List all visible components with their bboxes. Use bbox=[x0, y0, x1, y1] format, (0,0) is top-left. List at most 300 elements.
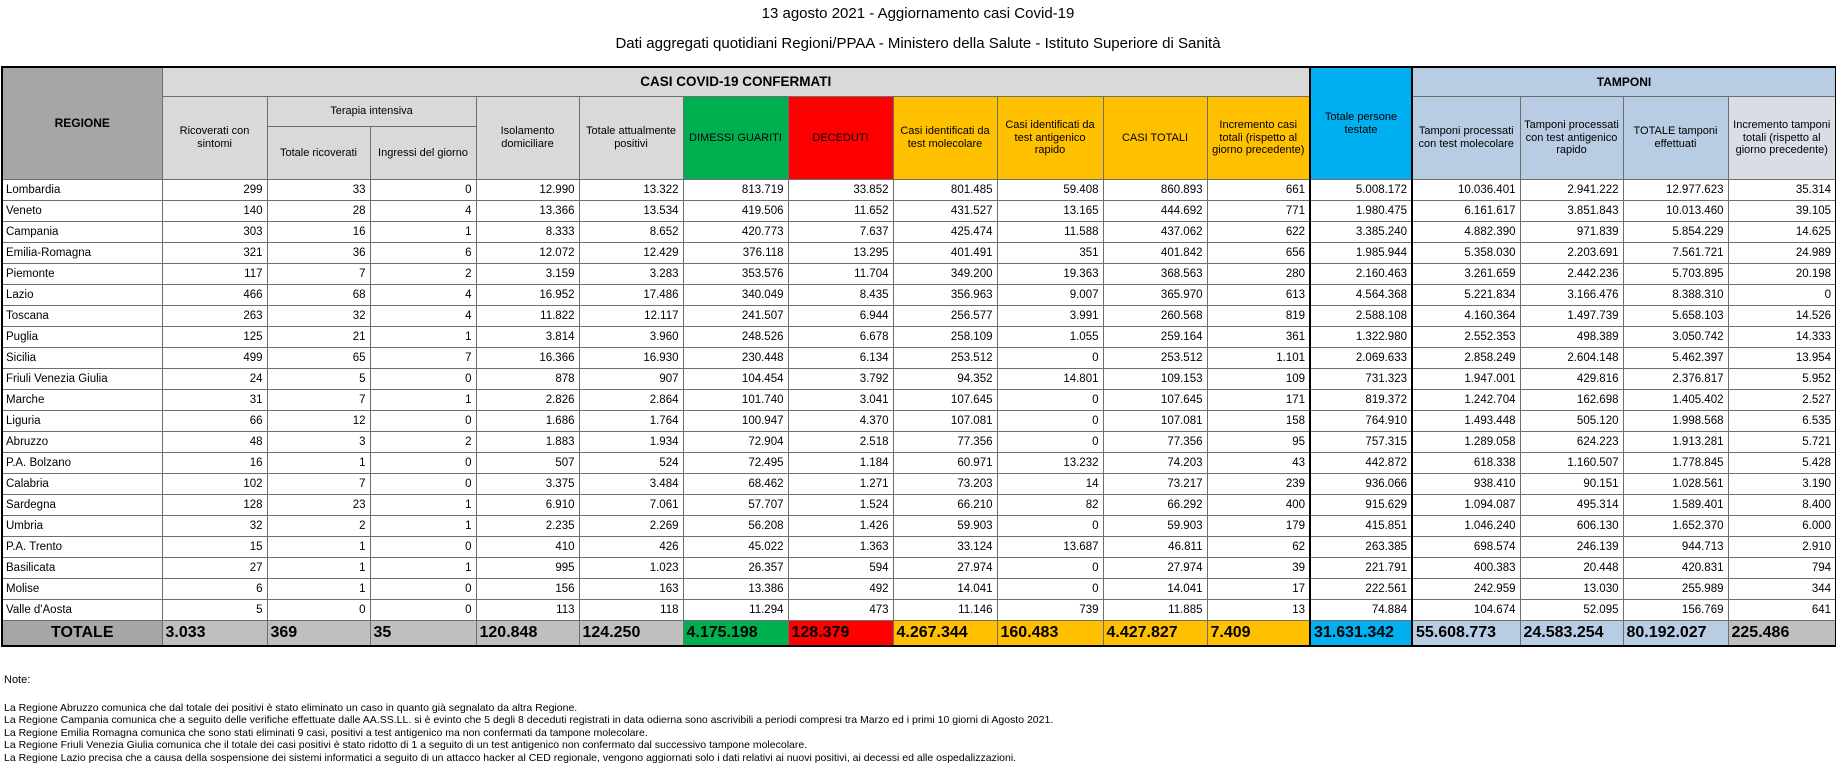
attualmente-positivi-cell: 163 bbox=[579, 579, 683, 600]
tamponi-totale-cell: 5.854.229 bbox=[1623, 222, 1728, 243]
incremento-casi-cell: 62 bbox=[1207, 537, 1310, 558]
casi-test-molecolare-cell: 60.971 bbox=[893, 453, 997, 474]
incremento-casi-cell: 819 bbox=[1207, 306, 1310, 327]
notes-heading: Note: bbox=[4, 674, 31, 686]
table-row bbox=[2, 600, 1836, 621]
incremento-tamponi-cell: 5.721 bbox=[1728, 432, 1836, 453]
isolamento-cell: 878 bbox=[476, 369, 579, 390]
tamponi-antigenico-cell: 3.166.476 bbox=[1520, 285, 1623, 306]
ricoverati-sintomi-cell: 16 bbox=[162, 453, 267, 474]
incremento-casi-cell: 158 bbox=[1207, 411, 1310, 432]
incremento-casi-cell: 95 bbox=[1207, 432, 1310, 453]
tamponi-totale-cell: 8.388.310 bbox=[1623, 285, 1728, 306]
incremento-tamponi-cell: 5.428 bbox=[1728, 453, 1836, 474]
tamponi-molecolare-cell: 104.674 bbox=[1412, 600, 1520, 621]
isolamento-cell: 156 bbox=[476, 579, 579, 600]
dimessi-guariti-cell: 419.506 bbox=[683, 201, 788, 222]
incremento-casi-cell: 109 bbox=[1207, 369, 1310, 390]
dimessi-guariti-cell: 340.049 bbox=[683, 285, 788, 306]
total-cell: 4.267.344 bbox=[893, 621, 997, 647]
incremento-tamponi-cell: 794 bbox=[1728, 558, 1836, 579]
terapia-totale-cell: 7 bbox=[267, 390, 370, 411]
dimessi-guariti-cell: 45.022 bbox=[683, 537, 788, 558]
casi-test-molecolare-cell: 27.974 bbox=[893, 558, 997, 579]
col-header-terapia-intensiva: Terapia intensiva bbox=[267, 97, 476, 127]
casi-test-molecolare-cell: 66.210 bbox=[893, 495, 997, 516]
attualmente-positivi-cell: 7.061 bbox=[579, 495, 683, 516]
incremento-tamponi-cell: 8.400 bbox=[1728, 495, 1836, 516]
col-header-casi-test-antigenico: Casi identificati da test antigenico rapido bbox=[997, 97, 1103, 180]
terapia-ingressi-cell: 0 bbox=[370, 579, 476, 600]
total-cell: 31.631.342 bbox=[1310, 621, 1412, 647]
deceduti-cell: 13.295 bbox=[788, 243, 893, 264]
total-cell: 24.583.254 bbox=[1520, 621, 1623, 647]
incremento-casi-cell: 171 bbox=[1207, 390, 1310, 411]
terapia-ingressi-cell: 1 bbox=[370, 390, 476, 411]
dimessi-guariti-cell: 353.576 bbox=[683, 264, 788, 285]
isolamento-cell: 6.910 bbox=[476, 495, 579, 516]
tamponi-totale-cell: 156.769 bbox=[1623, 600, 1728, 621]
table-row bbox=[2, 201, 1836, 222]
table-row bbox=[2, 369, 1836, 390]
terapia-totale-cell: 2 bbox=[267, 516, 370, 537]
terapia-ingressi-cell: 0 bbox=[370, 453, 476, 474]
deceduti-cell: 2.518 bbox=[788, 432, 893, 453]
deceduti-cell: 11.652 bbox=[788, 201, 893, 222]
table-row bbox=[2, 306, 1836, 327]
isolamento-cell: 13.366 bbox=[476, 201, 579, 222]
attualmente-positivi-cell: 524 bbox=[579, 453, 683, 474]
attualmente-positivi-cell: 2.864 bbox=[579, 390, 683, 411]
attualmente-positivi-cell: 1.764 bbox=[579, 411, 683, 432]
isolamento-cell: 2.826 bbox=[476, 390, 579, 411]
terapia-totale-cell: 28 bbox=[267, 201, 370, 222]
incremento-casi-cell: 43 bbox=[1207, 453, 1310, 474]
region-name-cell: Piemonte bbox=[2, 264, 162, 285]
dimessi-guariti-cell: 813.719 bbox=[683, 180, 788, 201]
total-cell: 225.486 bbox=[1728, 621, 1836, 647]
casi-test-antigenico-cell: 13.687 bbox=[997, 537, 1103, 558]
casi-totali-cell: 107.645 bbox=[1103, 390, 1207, 411]
casi-test-molecolare-cell: 11.146 bbox=[893, 600, 997, 621]
tamponi-molecolare-cell: 698.574 bbox=[1412, 537, 1520, 558]
tamponi-molecolare-cell: 1.289.058 bbox=[1412, 432, 1520, 453]
incremento-casi-cell: 661 bbox=[1207, 180, 1310, 201]
deceduti-cell: 492 bbox=[788, 579, 893, 600]
tamponi-molecolare-cell: 1.094.087 bbox=[1412, 495, 1520, 516]
col-header-incremento-tamponi: Incremento tamponi totali (rispetto al giorno precedente) bbox=[1728, 97, 1836, 180]
tamponi-molecolare-cell: 1.947.001 bbox=[1412, 369, 1520, 390]
casi-test-antigenico-cell: 739 bbox=[997, 600, 1103, 621]
region-name-cell: Lombardia bbox=[2, 180, 162, 201]
casi-test-antigenico-cell: 13.232 bbox=[997, 453, 1103, 474]
tamponi-molecolare-cell: 4.160.364 bbox=[1412, 306, 1520, 327]
casi-totali-cell: 66.292 bbox=[1103, 495, 1207, 516]
attualmente-positivi-cell: 1.023 bbox=[579, 558, 683, 579]
attualmente-positivi-cell: 16.930 bbox=[579, 348, 683, 369]
casi-test-antigenico-cell: 13.165 bbox=[997, 201, 1103, 222]
incremento-tamponi-cell: 39.105 bbox=[1728, 201, 1836, 222]
table-row bbox=[2, 495, 1836, 516]
dimessi-guariti-cell: 104.454 bbox=[683, 369, 788, 390]
dimessi-guariti-cell: 420.773 bbox=[683, 222, 788, 243]
casi-totali-cell: 401.842 bbox=[1103, 243, 1207, 264]
casi-totali-cell: 27.974 bbox=[1103, 558, 1207, 579]
attualmente-positivi-cell: 118 bbox=[579, 600, 683, 621]
region-name-cell: Puglia bbox=[2, 327, 162, 348]
col-header-terapia-ingressi: Ingressi del giorno bbox=[370, 127, 476, 180]
attualmente-positivi-cell: 3.484 bbox=[579, 474, 683, 495]
tamponi-totale-cell: 944.713 bbox=[1623, 537, 1728, 558]
total-cell: 128.379 bbox=[788, 621, 893, 647]
persone-testate-cell: 74.884 bbox=[1310, 600, 1412, 621]
ricoverati-sintomi-cell: 15 bbox=[162, 537, 267, 558]
total-cell: 124.250 bbox=[579, 621, 683, 647]
tamponi-antigenico-cell: 505.120 bbox=[1520, 411, 1623, 432]
tamponi-antigenico-cell: 624.223 bbox=[1520, 432, 1623, 453]
dimessi-guariti-cell: 248.526 bbox=[683, 327, 788, 348]
ricoverati-sintomi-cell: 321 bbox=[162, 243, 267, 264]
terapia-ingressi-cell: 7 bbox=[370, 348, 476, 369]
terapia-totale-cell: 1 bbox=[267, 537, 370, 558]
isolamento-cell: 3.814 bbox=[476, 327, 579, 348]
region-name-cell: P.A. Trento bbox=[2, 537, 162, 558]
tamponi-antigenico-cell: 90.151 bbox=[1520, 474, 1623, 495]
deceduti-cell: 3.792 bbox=[788, 369, 893, 390]
tamponi-molecolare-cell: 6.161.617 bbox=[1412, 201, 1520, 222]
tamponi-antigenico-cell: 3.851.843 bbox=[1520, 201, 1623, 222]
region-name-cell: Sicilia bbox=[2, 348, 162, 369]
persone-testate-cell: 1.980.475 bbox=[1310, 201, 1412, 222]
note-line: La Regione Lazio precisa che a causa della sospensione dei sistemi informatici a seguito di un attacco hacker al CED regionale, vengono aggiornati solo i dati relativi ai nuovi positivi, ai decessi ed alle ospedalizzazioni. bbox=[4, 751, 1017, 764]
region-name-cell: Sardegna bbox=[2, 495, 162, 516]
table-row bbox=[2, 264, 1836, 285]
persone-testate-cell: 263.385 bbox=[1310, 537, 1412, 558]
persone-testate-cell: 731.323 bbox=[1310, 369, 1412, 390]
tamponi-totale-cell: 1.778.845 bbox=[1623, 453, 1728, 474]
ricoverati-sintomi-cell: 24 bbox=[162, 369, 267, 390]
casi-test-antigenico-cell: 11.588 bbox=[997, 222, 1103, 243]
tamponi-totale-cell: 12.977.623 bbox=[1623, 180, 1728, 201]
persone-testate-cell: 2.160.463 bbox=[1310, 264, 1412, 285]
terapia-totale-cell: 3 bbox=[267, 432, 370, 453]
incremento-casi-cell: 280 bbox=[1207, 264, 1310, 285]
casi-totali-cell: 444.692 bbox=[1103, 201, 1207, 222]
casi-test-antigenico-cell: 9.007 bbox=[997, 285, 1103, 306]
incremento-tamponi-cell: 3.190 bbox=[1728, 474, 1836, 495]
persone-testate-cell: 1.322.980 bbox=[1310, 327, 1412, 348]
terapia-totale-cell: 16 bbox=[267, 222, 370, 243]
casi-totali-cell: 109.153 bbox=[1103, 369, 1207, 390]
deceduti-cell: 4.370 bbox=[788, 411, 893, 432]
note-line: La Regione Campania comunica che a seguito delle verifiche effettuate dalle AA.SS.LL. si è evinto che 5 degli 8 deceduti registrati in data odierna sono ascrivibili a periodi compresi tra Marzo ed i primi 10 giorni di Agosto 2021. bbox=[4, 714, 1054, 726]
deceduti-cell: 1.426 bbox=[788, 516, 893, 537]
incremento-tamponi-cell: 13.954 bbox=[1728, 348, 1836, 369]
attualmente-positivi-cell: 12.117 bbox=[579, 306, 683, 327]
dimessi-guariti-cell: 72.495 bbox=[683, 453, 788, 474]
incremento-tamponi-cell: 2.527 bbox=[1728, 390, 1836, 411]
total-cell: 35 bbox=[370, 621, 476, 647]
col-header-regione: REGIONE bbox=[2, 67, 162, 180]
col-header-casi-totali: CASI TOTALI bbox=[1103, 97, 1207, 180]
dimessi-guariti-cell: 13.386 bbox=[683, 579, 788, 600]
ricoverati-sintomi-cell: 5 bbox=[162, 600, 267, 621]
persone-testate-cell: 936.066 bbox=[1310, 474, 1412, 495]
ricoverati-sintomi-cell: 140 bbox=[162, 201, 267, 222]
tamponi-molecolare-cell: 5.358.030 bbox=[1412, 243, 1520, 264]
attualmente-positivi-cell: 17.486 bbox=[579, 285, 683, 306]
casi-test-molecolare-cell: 801.485 bbox=[893, 180, 997, 201]
persone-testate-cell: 2.588.108 bbox=[1310, 306, 1412, 327]
casi-test-molecolare-cell: 33.124 bbox=[893, 537, 997, 558]
ricoverati-sintomi-cell: 48 bbox=[162, 432, 267, 453]
ricoverati-sintomi-cell: 102 bbox=[162, 474, 267, 495]
casi-test-molecolare-cell: 401.491 bbox=[893, 243, 997, 264]
ricoverati-sintomi-cell: 303 bbox=[162, 222, 267, 243]
isolamento-cell: 3.375 bbox=[476, 474, 579, 495]
col-header-casi-test-molecolare: Casi identificati da test molecolare bbox=[893, 97, 997, 180]
tamponi-molecolare-cell: 1.242.704 bbox=[1412, 390, 1520, 411]
incremento-tamponi-cell: 5.952 bbox=[1728, 369, 1836, 390]
table-row bbox=[2, 411, 1836, 432]
deceduti-cell: 1.271 bbox=[788, 474, 893, 495]
region-name-cell: Liguria bbox=[2, 411, 162, 432]
note-line: La Regione Abruzzo comunica che dal totale dei positivi è stato eliminato un caso in quanto già segnalato da altra Regione. bbox=[4, 701, 578, 714]
terapia-totale-cell: 0 bbox=[267, 600, 370, 621]
table-row bbox=[2, 432, 1836, 453]
incremento-casi-cell: 771 bbox=[1207, 201, 1310, 222]
dimessi-guariti-cell: 241.507 bbox=[683, 306, 788, 327]
casi-totali-cell: 368.563 bbox=[1103, 264, 1207, 285]
terapia-ingressi-cell: 0 bbox=[370, 411, 476, 432]
casi-test-molecolare-cell: 258.109 bbox=[893, 327, 997, 348]
col-header-incremento-casi: Incremento casi totali (rispetto al giorno precedente) bbox=[1207, 97, 1310, 180]
casi-totali-cell: 46.811 bbox=[1103, 537, 1207, 558]
notes-section bbox=[4, 675, 1836, 764]
band-tamponi: TAMPONI bbox=[1412, 67, 1836, 97]
casi-totali-cell: 260.568 bbox=[1103, 306, 1207, 327]
ricoverati-sintomi-cell: 499 bbox=[162, 348, 267, 369]
attualmente-positivi-cell: 1.934 bbox=[579, 432, 683, 453]
persone-testate-cell: 819.372 bbox=[1310, 390, 1412, 411]
casi-totali-cell: 253.512 bbox=[1103, 348, 1207, 369]
tamponi-antigenico-cell: 498.389 bbox=[1520, 327, 1623, 348]
table-row bbox=[2, 516, 1836, 537]
casi-test-antigenico-cell: 0 bbox=[997, 558, 1103, 579]
ricoverati-sintomi-cell: 466 bbox=[162, 285, 267, 306]
tamponi-antigenico-cell: 52.095 bbox=[1520, 600, 1623, 621]
col-header-attualmente-positivi: Totale attualmente positivi bbox=[579, 97, 683, 180]
terapia-totale-cell: 68 bbox=[267, 285, 370, 306]
casi-totali-cell: 74.203 bbox=[1103, 453, 1207, 474]
col-header-isolamento: Isolamento domiciliare bbox=[476, 97, 579, 180]
casi-test-antigenico-cell: 0 bbox=[997, 579, 1103, 600]
isolamento-cell: 8.333 bbox=[476, 222, 579, 243]
deceduti-cell: 6.134 bbox=[788, 348, 893, 369]
persone-testate-cell: 4.564.368 bbox=[1310, 285, 1412, 306]
total-cell: 55.608.773 bbox=[1412, 621, 1520, 647]
isolamento-cell: 113 bbox=[476, 600, 579, 621]
casi-test-molecolare-cell: 256.577 bbox=[893, 306, 997, 327]
casi-test-antigenico-cell: 1.055 bbox=[997, 327, 1103, 348]
table-row bbox=[2, 390, 1836, 411]
region-name-cell: Valle d'Aosta bbox=[2, 600, 162, 621]
tamponi-molecolare-cell: 618.338 bbox=[1412, 453, 1520, 474]
casi-test-antigenico-cell: 351 bbox=[997, 243, 1103, 264]
total-cell: 3.033 bbox=[162, 621, 267, 647]
tamponi-antigenico-cell: 495.314 bbox=[1520, 495, 1623, 516]
tamponi-antigenico-cell: 20.448 bbox=[1520, 558, 1623, 579]
table-body bbox=[2, 180, 1836, 621]
dimessi-guariti-cell: 72.904 bbox=[683, 432, 788, 453]
incremento-tamponi-cell: 14.333 bbox=[1728, 327, 1836, 348]
table-row bbox=[2, 222, 1836, 243]
note-line: La Regione Emilia Romagna comunica che sono stati eliminati 9 casi, positivi a test antigenico ma non confermati da tampone molecolare. bbox=[4, 726, 648, 739]
deceduti-cell: 594 bbox=[788, 558, 893, 579]
casi-test-antigenico-cell: 14.801 bbox=[997, 369, 1103, 390]
dimessi-guariti-cell: 101.740 bbox=[683, 390, 788, 411]
casi-test-molecolare-cell: 253.512 bbox=[893, 348, 997, 369]
covid-data-table bbox=[1, 66, 1836, 647]
ricoverati-sintomi-cell: 263 bbox=[162, 306, 267, 327]
casi-test-molecolare-cell: 107.081 bbox=[893, 411, 997, 432]
persone-testate-cell: 221.791 bbox=[1310, 558, 1412, 579]
total-cell: 4.427.827 bbox=[1103, 621, 1207, 647]
incremento-casi-cell: 656 bbox=[1207, 243, 1310, 264]
incremento-casi-cell: 400 bbox=[1207, 495, 1310, 516]
tamponi-molecolare-cell: 4.882.390 bbox=[1412, 222, 1520, 243]
tamponi-totale-cell: 7.561.721 bbox=[1623, 243, 1728, 264]
table-row bbox=[2, 285, 1836, 306]
casi-test-molecolare-cell: 59.903 bbox=[893, 516, 997, 537]
tamponi-totale-cell: 2.376.817 bbox=[1623, 369, 1728, 390]
casi-test-antigenico-cell: 59.408 bbox=[997, 180, 1103, 201]
incremento-tamponi-cell: 20.198 bbox=[1728, 264, 1836, 285]
incremento-casi-cell: 1.101 bbox=[1207, 348, 1310, 369]
incremento-tamponi-cell: 641 bbox=[1728, 600, 1836, 621]
deceduti-cell: 1.363 bbox=[788, 537, 893, 558]
total-cell: 160.483 bbox=[997, 621, 1103, 647]
region-name-cell: Lazio bbox=[2, 285, 162, 306]
incremento-casi-cell: 39 bbox=[1207, 558, 1310, 579]
attualmente-positivi-cell: 12.429 bbox=[579, 243, 683, 264]
casi-test-antigenico-cell: 0 bbox=[997, 432, 1103, 453]
table-row bbox=[2, 453, 1836, 474]
tamponi-antigenico-cell: 162.698 bbox=[1520, 390, 1623, 411]
attualmente-positivi-cell: 13.534 bbox=[579, 201, 683, 222]
tamponi-totale-cell: 1.028.561 bbox=[1623, 474, 1728, 495]
persone-testate-cell: 415.851 bbox=[1310, 516, 1412, 537]
table-row bbox=[2, 180, 1836, 201]
tamponi-molecolare-cell: 2.552.353 bbox=[1412, 327, 1520, 348]
incremento-tamponi-cell: 24.989 bbox=[1728, 243, 1836, 264]
terapia-ingressi-cell: 0 bbox=[370, 600, 476, 621]
deceduti-cell: 7.637 bbox=[788, 222, 893, 243]
region-name-cell: Umbria bbox=[2, 516, 162, 537]
dimessi-guariti-cell: 56.208 bbox=[683, 516, 788, 537]
tamponi-molecolare-cell: 1.493.448 bbox=[1412, 411, 1520, 432]
ricoverati-sintomi-cell: 128 bbox=[162, 495, 267, 516]
band-casi-confermati: CASI COVID-19 CONFERMATI bbox=[162, 67, 1310, 97]
persone-testate-cell: 915.629 bbox=[1310, 495, 1412, 516]
tamponi-totale-cell: 5.703.895 bbox=[1623, 264, 1728, 285]
region-name-cell: Friuli Venezia Giulia bbox=[2, 369, 162, 390]
terapia-ingressi-cell: 1 bbox=[370, 516, 476, 537]
incremento-casi-cell: 239 bbox=[1207, 474, 1310, 495]
tamponi-molecolare-cell: 400.383 bbox=[1412, 558, 1520, 579]
casi-totali-cell: 73.217 bbox=[1103, 474, 1207, 495]
persone-testate-cell: 222.561 bbox=[1310, 579, 1412, 600]
terapia-totale-cell: 65 bbox=[267, 348, 370, 369]
dimessi-guariti-cell: 230.448 bbox=[683, 348, 788, 369]
table-row bbox=[2, 348, 1836, 369]
terapia-totale-cell: 5 bbox=[267, 369, 370, 390]
deceduti-cell: 11.704 bbox=[788, 264, 893, 285]
table-row bbox=[2, 558, 1836, 579]
terapia-ingressi-cell: 4 bbox=[370, 201, 476, 222]
note-line: La Regione Friuli Venezia Giulia comunica che il totale dei casi positivi è stato ridotto di 1 a seguito di un test antigenico non confermato dal successivo tampone molecolare. bbox=[4, 739, 808, 751]
terapia-totale-cell: 36 bbox=[267, 243, 370, 264]
casi-totali-cell: 107.081 bbox=[1103, 411, 1207, 432]
attualmente-positivi-cell: 907 bbox=[579, 369, 683, 390]
incremento-tamponi-cell: 14.526 bbox=[1728, 306, 1836, 327]
total-cell: 4.175.198 bbox=[683, 621, 788, 647]
total-cell: 80.192.027 bbox=[1623, 621, 1728, 647]
incremento-casi-cell: 613 bbox=[1207, 285, 1310, 306]
casi-totali-cell: 259.164 bbox=[1103, 327, 1207, 348]
total-cell: 369 bbox=[267, 621, 370, 647]
isolamento-cell: 995 bbox=[476, 558, 579, 579]
terapia-totale-cell: 23 bbox=[267, 495, 370, 516]
attualmente-positivi-cell: 3.960 bbox=[579, 327, 683, 348]
terapia-ingressi-cell: 1 bbox=[370, 558, 476, 579]
incremento-tamponi-cell: 6.000 bbox=[1728, 516, 1836, 537]
casi-totali-cell: 14.041 bbox=[1103, 579, 1207, 600]
covid-table-wrapper bbox=[1, 66, 1835, 647]
ricoverati-sintomi-cell: 117 bbox=[162, 264, 267, 285]
incremento-tamponi-cell: 0 bbox=[1728, 285, 1836, 306]
dimessi-guariti-cell: 376.118 bbox=[683, 243, 788, 264]
incremento-tamponi-cell: 14.625 bbox=[1728, 222, 1836, 243]
tamponi-antigenico-cell: 246.139 bbox=[1520, 537, 1623, 558]
report-header bbox=[0, 0, 1836, 52]
table-header bbox=[2, 67, 1836, 180]
dimessi-guariti-cell: 11.294 bbox=[683, 600, 788, 621]
col-header-ricoverati-sintomi: Ricoverati con sintomi bbox=[162, 97, 267, 180]
casi-totali-cell: 59.903 bbox=[1103, 516, 1207, 537]
tamponi-molecolare-cell: 2.858.249 bbox=[1412, 348, 1520, 369]
tamponi-totale-cell: 255.989 bbox=[1623, 579, 1728, 600]
report-title-date: 13 agosto 2021 - Aggiornamento casi Covid-19 bbox=[761, 5, 1075, 22]
tamponi-molecolare-cell: 3.261.659 bbox=[1412, 264, 1520, 285]
casi-totali-cell: 11.885 bbox=[1103, 600, 1207, 621]
persone-testate-cell: 2.069.633 bbox=[1310, 348, 1412, 369]
isolamento-cell: 1.883 bbox=[476, 432, 579, 453]
tamponi-antigenico-cell: 2.442.236 bbox=[1520, 264, 1623, 285]
tamponi-totale-cell: 5.658.103 bbox=[1623, 306, 1728, 327]
terapia-totale-cell: 1 bbox=[267, 579, 370, 600]
col-header-tamponi-totale: TOTALE tamponi effettuati bbox=[1623, 97, 1728, 180]
tamponi-antigenico-cell: 2.203.691 bbox=[1520, 243, 1623, 264]
tamponi-totale-cell: 1.652.370 bbox=[1623, 516, 1728, 537]
terapia-ingressi-cell: 0 bbox=[370, 369, 476, 390]
deceduti-cell: 6.678 bbox=[788, 327, 893, 348]
col-header-dimessi-guariti: DIMESSI GUARITI bbox=[683, 97, 788, 180]
deceduti-cell: 33.852 bbox=[788, 180, 893, 201]
casi-test-molecolare-cell: 73.203 bbox=[893, 474, 997, 495]
tamponi-molecolare-cell: 1.046.240 bbox=[1412, 516, 1520, 537]
tamponi-antigenico-cell: 1.160.507 bbox=[1520, 453, 1623, 474]
